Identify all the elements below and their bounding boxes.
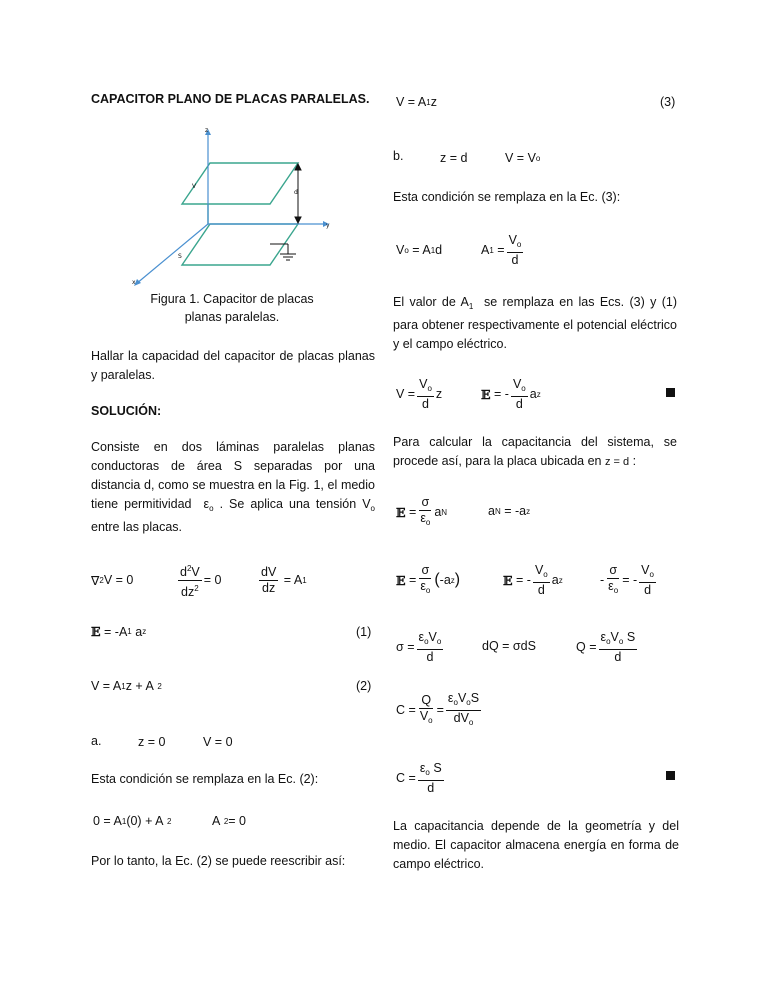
capacitor-figure xyxy=(128,126,338,288)
case-a-cond-v: V = 0 xyxy=(203,735,233,749)
x-axis xyxy=(136,224,208,284)
case-b-cond-z: z = d xyxy=(440,151,468,165)
eq-field-result: 𝔼 = - $\frac{V_o}{d}$ a z xyxy=(481,376,541,411)
eq-second-derivative: $\frac{d^2V}{dz^2}$ = 0 xyxy=(176,560,221,600)
eq-field-sigma: 𝔼 = $\frac{\sigma}{\varepsilon_o}$ a N xyxy=(396,494,448,527)
fig-label-s: S xyxy=(178,253,182,260)
eq-first-derivative: $\frac{dV}{dz}$ = A 1 xyxy=(261,564,307,595)
case-a-cond-z: z = 0 xyxy=(138,735,166,749)
eq-a2-zero: A 2 = 0 xyxy=(212,814,247,828)
conclusion-text: La capacitancia depende de la geometría y del medio. El capacitor almacena energía en forma de campo eléctrico. xyxy=(393,819,679,871)
fig-label-z: z xyxy=(205,127,209,134)
eq-potential-result: V = $\frac{V_o}{d}$ z xyxy=(396,376,443,411)
eq-3-number: (3) xyxy=(660,95,676,109)
case-b-label: b. xyxy=(393,149,404,163)
fig-label-vo: V xyxy=(192,183,197,190)
eq-capacitance-final: C = $\frac{\varepsilon_o S}{d}$ xyxy=(396,760,442,795)
case-b-cond-v: V = V o xyxy=(505,151,541,165)
top-plate xyxy=(182,163,298,204)
eq-field-sigma-2: 𝔼 = $\frac{\sigma}{\varepsilon_o}$ ( -a z ) xyxy=(396,562,461,595)
eq-field-vo: 𝔼 = - $\frac{V_o}{d}$ a z xyxy=(503,562,563,597)
problem-statement: Hallar la capacidad del capacitor de placas planas y paralelas. xyxy=(91,349,375,382)
qed-mark xyxy=(666,388,675,397)
fig-label-y: y xyxy=(326,222,330,229)
case-a-label: a. xyxy=(91,734,102,748)
capacitance-text: Para calcular la capacitancia del sistema, se procede así, para la placa ubicada en z = d : xyxy=(393,435,677,468)
replace-eq3-text: Esta condición se remplaza en la Ec. (3): xyxy=(393,190,621,204)
fig-label-d: d xyxy=(294,189,298,196)
therefore-text: Por lo tanto, la Ec. (2) se puede reescribir así: xyxy=(91,854,346,868)
eq-normal-vector: a N = -a z xyxy=(488,504,531,518)
eq-2: V = A 1 z + A 2 xyxy=(91,679,162,693)
eq-3: V = A 1 z xyxy=(396,95,437,109)
eq-sigma-equality: - $\frac{\sigma}{\varepsilon_o}$ = - $\frac{V_o}{d}$ xyxy=(600,562,654,597)
fig-label-x: x xyxy=(132,279,136,286)
eq-laplace: ∇ 2 V = 0 xyxy=(91,573,134,588)
eq-vo: V o = A 1 d xyxy=(396,243,443,257)
eq-1: 𝔼 = -A 1 a z xyxy=(91,624,147,639)
eq-zero: 0 = A 1 (0) + A 2 xyxy=(93,814,172,828)
eq-capacitance: C = $\frac{Q}{V_o}$ = $\frac{\varepsilon_oV_oS}{dV_o}$ xyxy=(396,690,480,727)
value-text: El valor de $A_1$ se remplaza en las Ecs. (3) y (1) para obtener respectivamente el potencial eléctrico y el campo eléctrico. xyxy=(393,295,677,351)
eq-2-number: (2) xyxy=(356,679,372,693)
eq-a1: A 1 = $\frac{V_o}{d}$ xyxy=(481,232,522,267)
solution-text: Consiste en dos láminas paralelas planas conductoras de área S separadas por una distancia d, como se muestra en la Fig. 1, el medio tiene permitividad $\varepsilon_o$ . Se aplica una tensión $V_o$ entre las placas. xyxy=(91,440,375,534)
solution-heading: SOLUCIÓN: xyxy=(91,404,162,418)
replace-eq2-text: Esta condición se remplaza en la Ec. (2): xyxy=(91,772,319,786)
figure-caption: Figura 1. Capacitor de placas planas paralelas. xyxy=(150,292,314,324)
eq-charge: Q = $\frac{\varepsilon_oV_o S}{d}$ xyxy=(576,629,636,664)
eq-sigma: σ = $\frac{\varepsilon_oV_o}{d}$ xyxy=(396,629,442,664)
eq-1-number: (1) xyxy=(356,625,372,639)
qed-mark-2 xyxy=(666,771,675,780)
eq-dq: dQ = σdS xyxy=(482,639,536,653)
page-title: CAPACITOR PLANO DE PLACAS PARALELAS. xyxy=(91,92,370,106)
